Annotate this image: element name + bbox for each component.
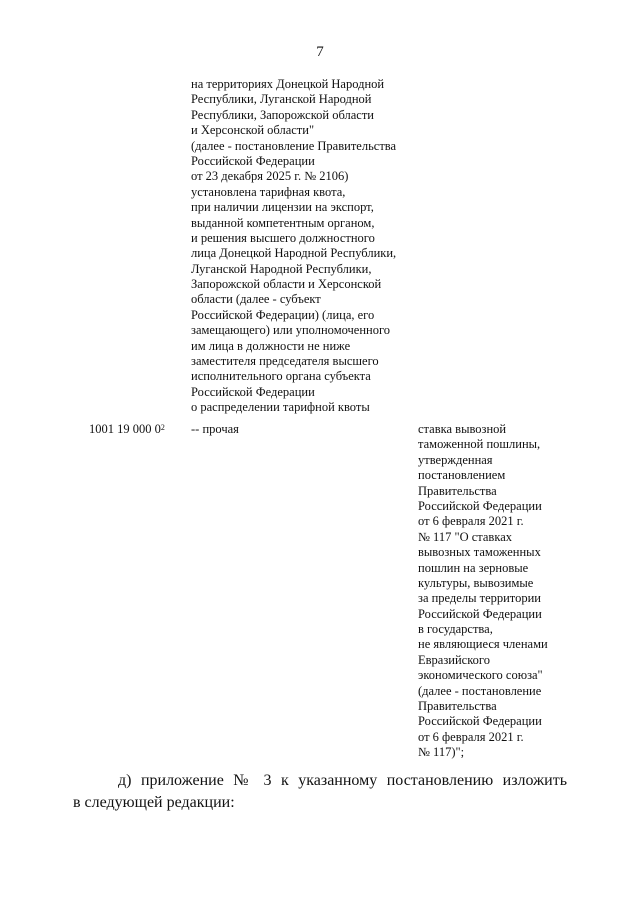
upper-cell-line: на территориях Донецкой Народной [191, 77, 385, 91]
duty-rate-line: ставка вывозной [418, 422, 507, 436]
upper-cell-line: и Херсонской области" [191, 123, 315, 138]
upper-cell-line: исполнительного органа субъекта [191, 369, 371, 384]
duty-rate-line: Российской Федерации [418, 714, 542, 729]
duty-rate-line: вывозных таможенных [418, 545, 541, 560]
duty-rate-line: в государства, [418, 622, 493, 637]
tariff-code [89, 422, 165, 437]
footnote-marker: 2 [160, 423, 165, 432]
duty-rate-line: пошлин на зерновые [418, 560, 529, 575]
upper-cell-line: установлена тарифная квота, [191, 184, 346, 199]
upper-cell-text [191, 77, 396, 416]
duty-rate-line: культуры, вывозимые [418, 575, 534, 590]
amendment-paragraph-line-1 [73, 770, 567, 792]
upper-cell-line: Республики, Луганской Народной [191, 92, 372, 107]
upper-cell-line: выданной компетентным органом, [191, 215, 375, 230]
duty-rate-line: Российской Федерации [418, 606, 542, 621]
duty-rate-line: не являющиеся членами [418, 637, 548, 652]
upper-cell-line: о распределении тарифной квоты [191, 400, 370, 415]
duty-rate-line: № 117 "О ставках [418, 529, 513, 544]
upper-cell-line: (далее - постановление Правительства [191, 138, 397, 153]
duty-rate-line: от 6 февраля 2021 г. [418, 729, 524, 744]
duty-rate-line: Правительства [418, 699, 497, 714]
upper-cell-line: Российской Федерации) (лица, его [191, 307, 375, 322]
duty-rate-line: (далее - постановление [418, 683, 542, 698]
upper-cell-line: лица Донецкой Народной Республики, [191, 246, 397, 261]
upper-cell-line: Республики, Запорожской области [191, 107, 374, 122]
tariff-code-number: 1001 19 000 0 [89, 422, 161, 436]
upper-cell-line: Российской Федерации [191, 153, 315, 168]
upper-cell-line: замещающего) или уполномоченного [191, 323, 391, 338]
duty-rate-line: Правительства [418, 483, 497, 498]
upper-cell-line: области (далее - субъект [191, 292, 321, 307]
duty-rate-line: от 6 февраля 2021 г. [418, 514, 524, 529]
upper-cell-line: заместителя председателя высшего [191, 354, 379, 369]
upper-cell-line: им лица в должности не ниже [191, 338, 351, 353]
page-number: 7 [316, 44, 324, 60]
duty-rate-line: экономического союза" [418, 668, 543, 683]
upper-cell-line: и решения высшего должностного [191, 230, 375, 245]
duty-rate-line: № 117)"; [418, 745, 465, 760]
upper-cell-line: Луганской Народной Республики, [191, 261, 372, 276]
upper-cell-line: от 23 декабря 2025 г. № 2106) [191, 169, 349, 184]
goods-description: -- прочая [191, 422, 239, 436]
duty-rate-line: Российской Федерации [418, 498, 542, 513]
upper-cell-line: Запорожской области и Херсонской [191, 277, 382, 292]
duty-rate-text [418, 422, 548, 761]
amendment-paragraph-line-2: в следующей редакции: [73, 794, 235, 811]
duty-rate-line: утвержденная [418, 452, 493, 467]
amendment-text-1: д) приложение № 3 к указанному постановлению изложить [118, 772, 567, 789]
duty-rate-line: Евразийского [418, 652, 490, 667]
upper-cell-line: Российской Федерации [191, 384, 315, 399]
upper-cell-line: при наличии лицензии на экспорт, [191, 200, 374, 215]
duty-rate-line: за пределы территории [418, 591, 541, 606]
duty-rate-line: таможенной пошлины, [418, 437, 541, 452]
duty-rate-line: постановлением [418, 468, 506, 483]
